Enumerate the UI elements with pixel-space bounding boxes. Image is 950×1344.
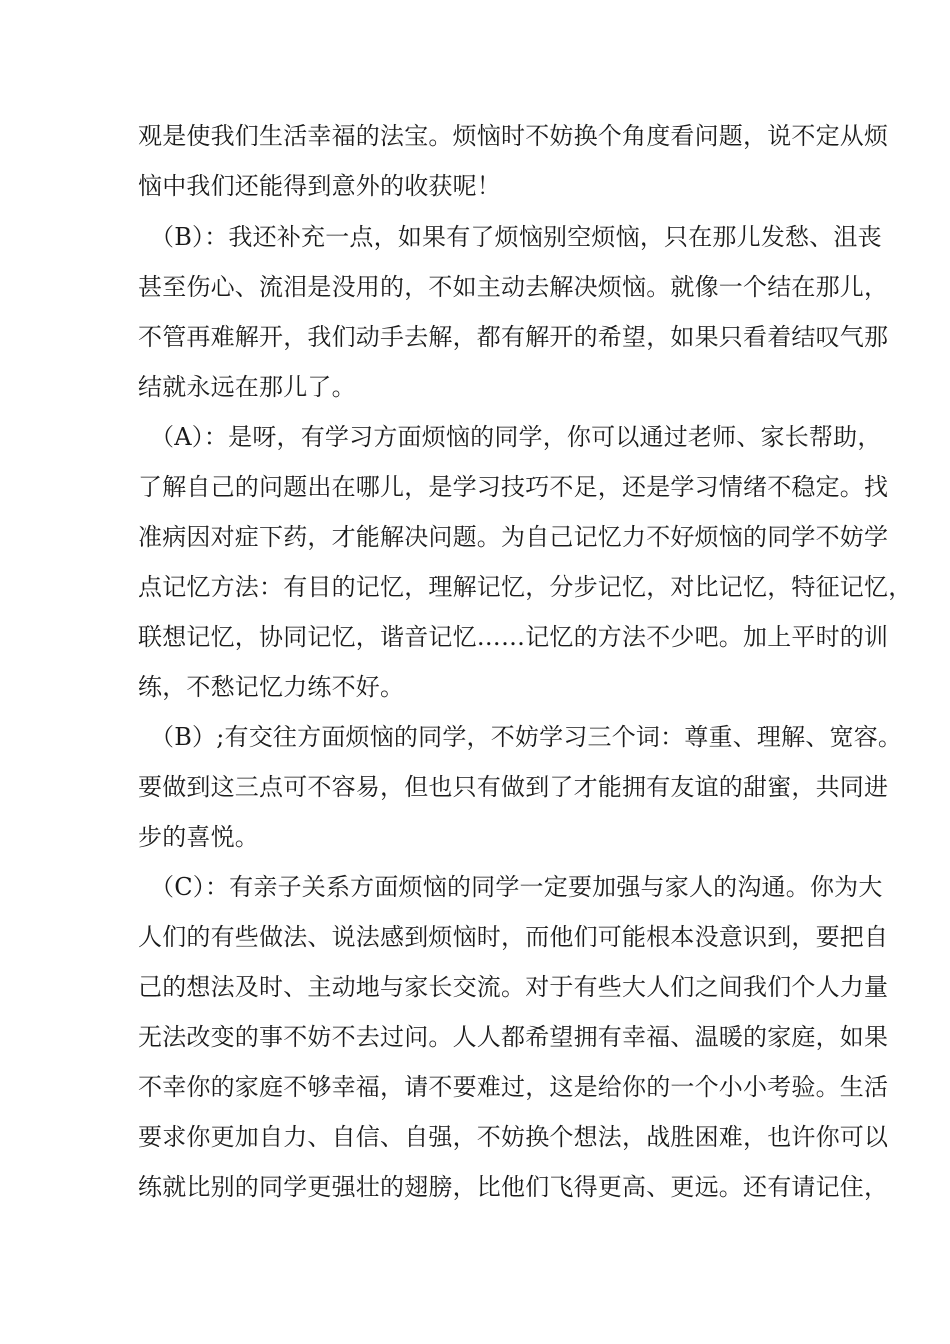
text-line: 联想记忆，协同记忆，谐音记忆……记忆的方法不少吧。加上平时的训	[138, 623, 889, 651]
text-line: 己的想法及时、主动地与家长交流。对于有些大人们之间我们个人力量	[138, 973, 889, 1001]
text-line: 不幸你的家庭不够幸福，请不要难过，这是给你的一个小小考验。生活	[138, 1073, 889, 1101]
text-line: 准病因对症下药，才能解决问题。为自己记忆力不好烦恼的同学不妨学	[138, 523, 889, 551]
text-line: 结就永远在那儿了。	[138, 373, 356, 401]
text-line: 要做到这三点可不容易，但也只有做到了才能拥有友谊的甜蜜，共同进	[138, 773, 889, 801]
text-line: 观是使我们生活幸福的法宝。烦恼时不妨换个角度看问题，说不定从烦	[138, 122, 889, 150]
text-line: 甚至伤心、流泪是没用的，不如主动去解决烦恼。就像一个结在那儿，	[138, 273, 889, 301]
text-line: 练就比别的同学更强壮的翅膀，比他们飞得更高、更远。还有请记住，	[138, 1173, 889, 1201]
text-line: （B）;有交往方面烦恼的同学，不妨学习三个词：尊重、理解、宽容。	[150, 723, 903, 751]
text-line: 要求你更加自力、自信、自强，不妨换个想法，战胜困难，也许你可以	[138, 1123, 889, 1151]
text-line: 恼中我们还能得到意外的收获呢！	[138, 172, 501, 200]
text-line: 无法改变的事不妨不去过问。人人都希望拥有幸福、温暖的家庭，如果	[138, 1023, 889, 1051]
text-line: 了解自己的问题出在哪儿，是学习技巧不足，还是学习情绪不稳定。找	[138, 473, 889, 501]
text-line: （C）：有亲子关系方面烦恼的同学一定要加强与家人的沟通。你为大	[150, 873, 883, 901]
text-line: （B）：我还补充一点，如果有了烦恼别空烦恼，只在那儿发愁、沮丧	[150, 223, 882, 251]
text-line: 步的喜悦。	[138, 823, 259, 851]
text-line: 人们的有些做法、说法感到烦恼时，而他们可能根本没意识到，要把自	[138, 923, 889, 951]
text-line: （A）：是呀，有学习方面烦恼的同学，你可以通过老师、家长帮助，	[150, 423, 882, 451]
text-line: 练，不愁记忆力练不好。	[138, 673, 405, 701]
text-line: 点记忆方法：有目的记忆，理解记忆，分步记忆，对比记忆，特征记忆，	[138, 573, 913, 601]
text-line: 不管再难解开，我们动手去解，都有解开的希望，如果只看着结叹气那	[138, 323, 889, 351]
